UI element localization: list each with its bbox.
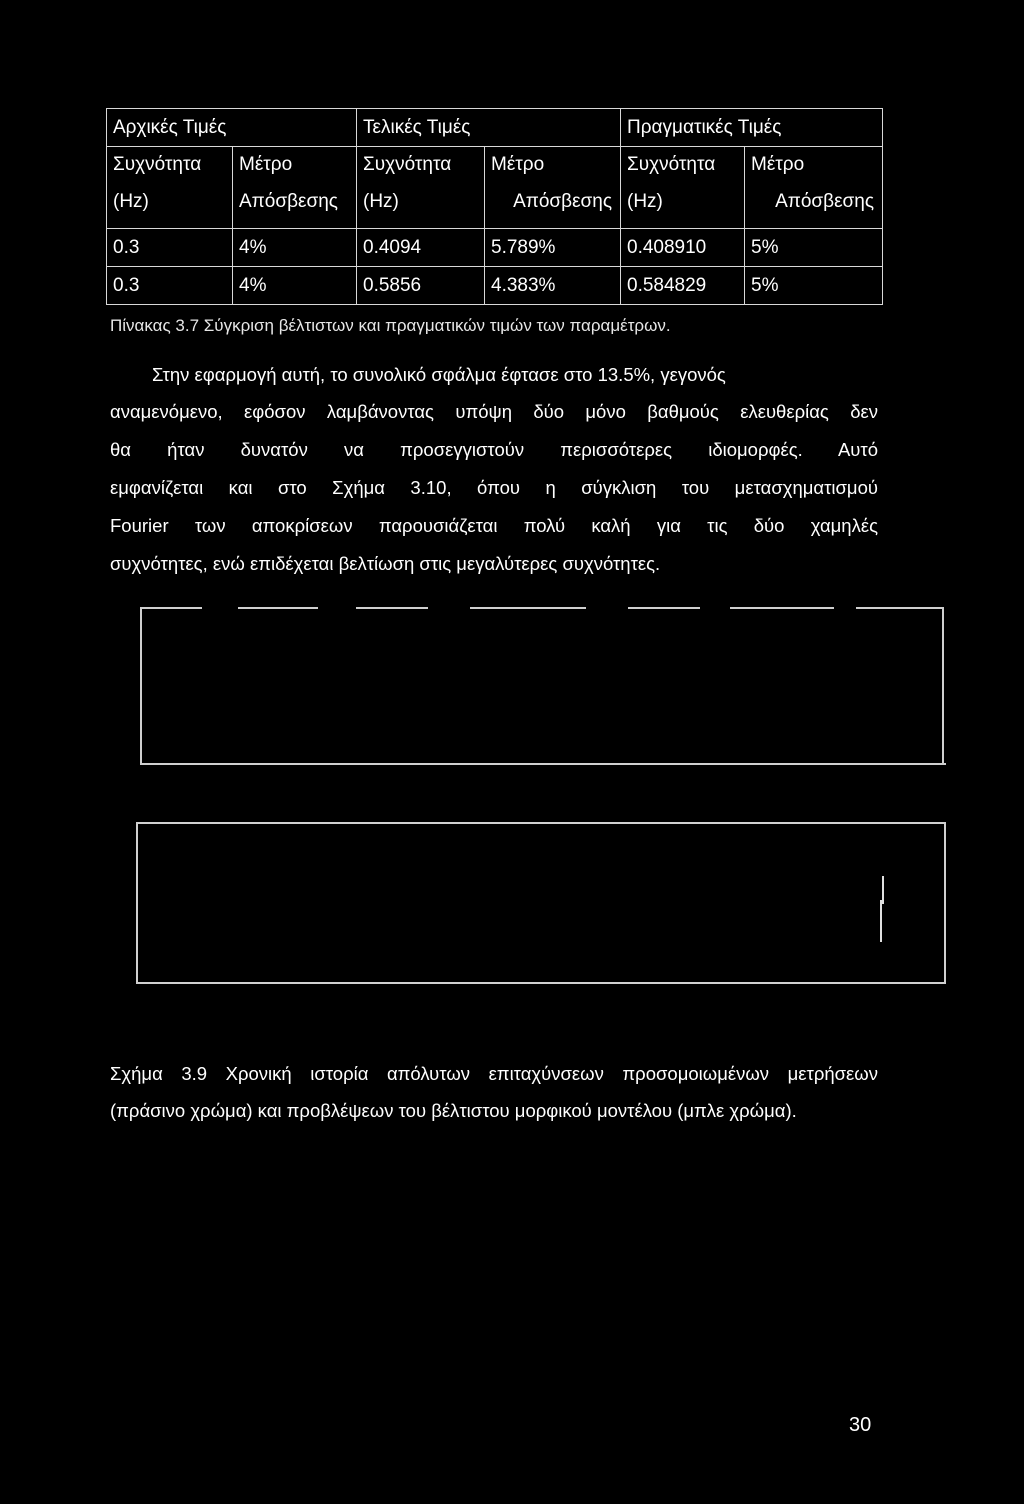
- table-cell: 0.584829: [621, 267, 745, 305]
- plot-frame-top-segment: [140, 607, 202, 609]
- plot-frame-top-segment: [470, 607, 586, 609]
- table-cell: 0.5856: [357, 267, 485, 305]
- paragraph-line: εμφανίζεται και στο Σχήμα 3.10, όπου η σύγκλιση του μετασχηματισμού: [110, 477, 878, 498]
- paragraph-line: αναμενόμενο, εφόσον λαμβάνοντας υπόψη δύο μόνο βαθμούς ελευθερίας δεν: [110, 401, 878, 422]
- plot-frame-top-segment: [730, 607, 834, 609]
- subheader-damping: Μέτρο Απόσβεσης: [745, 147, 883, 229]
- figure-caption-line: (πράσινο χρώμα) και προβλέψεων του βέλτιστου μορφικού μοντέλου (μπλε χρώμα).: [110, 1100, 797, 1121]
- header-initial-values: Αρχικές Τιμές: [107, 109, 357, 147]
- page-number: 30: [849, 1414, 872, 1436]
- header-actual-values: Πραγματικές Τιμές: [621, 109, 883, 147]
- plot-frame-top-segment: [238, 607, 318, 609]
- table-cell: 0.3: [107, 267, 233, 305]
- plot-frame-top-segment: [356, 607, 428, 609]
- header-final-values: Τελικές Τιμές: [357, 109, 621, 147]
- table-row: [107, 229, 883, 267]
- plot-signal-tick: [882, 876, 884, 904]
- table-cell: 0.3: [107, 229, 233, 267]
- parameters-table: [106, 108, 883, 305]
- subheader-frequency: Συχνότητα (Hz): [107, 147, 233, 229]
- paragraph-line: συχνότητες, ενώ επιδέχεται βελτίωση στις μεγαλύτερες συχνότητες.: [110, 553, 661, 574]
- table-caption: Πίνακας 3.7 Σύγκριση βέλτιστων και πραγματικών τιμών των παραμέτρων.: [110, 316, 671, 335]
- table-cell: 5%: [745, 267, 883, 305]
- paragraph-line: Στην εφαρμογή αυτή, το συνολικό σφάλμα έφτασε στο 13.5%, γεγονός: [152, 364, 726, 385]
- paragraph-line: Fourier των αποκρίσεων παρουσιάζεται πολύ καλή για τις δύο χαμηλές: [110, 515, 878, 536]
- plot-frame-top-segment: [856, 607, 944, 609]
- table-cell: 5%: [745, 229, 883, 267]
- table-cell: 4%: [233, 267, 357, 305]
- table-cell: 4%: [233, 229, 357, 267]
- table-cell: 0.408910: [621, 229, 745, 267]
- subheader-damping: Μέτρο Απόσβεσης: [485, 147, 621, 229]
- table-cell: 5.789%: [485, 229, 621, 267]
- plot-frame-right-edge: [942, 607, 944, 765]
- plot-frame-top-segment: [628, 607, 700, 609]
- table-cell: 0.4094: [357, 229, 485, 267]
- table-row: [107, 267, 883, 305]
- plot-signal-tick: [880, 900, 882, 942]
- table-sub-header-row: [107, 147, 883, 229]
- subheader-frequency: Συχνότητα (Hz): [357, 147, 485, 229]
- table-cell: 4.383%: [485, 267, 621, 305]
- figure-caption-line: Σχήμα 3.9 Χρονική ιστορία απόλυτων επιταχύνσεων προσομοιωμένων μετρήσεων: [110, 1063, 878, 1084]
- subheader-frequency: Συχνότητα (Hz): [621, 147, 745, 229]
- table-group-header-row: [107, 109, 883, 147]
- paragraph-line: θα ήταν δυνατόν να προσεγγιστούν περισσότερες ιδιομορφές. Αυτό: [110, 439, 878, 460]
- subheader-damping: Μέτρο Απόσβεσης: [233, 147, 357, 229]
- plot-frame: [136, 822, 946, 984]
- plot-frame: [140, 607, 946, 765]
